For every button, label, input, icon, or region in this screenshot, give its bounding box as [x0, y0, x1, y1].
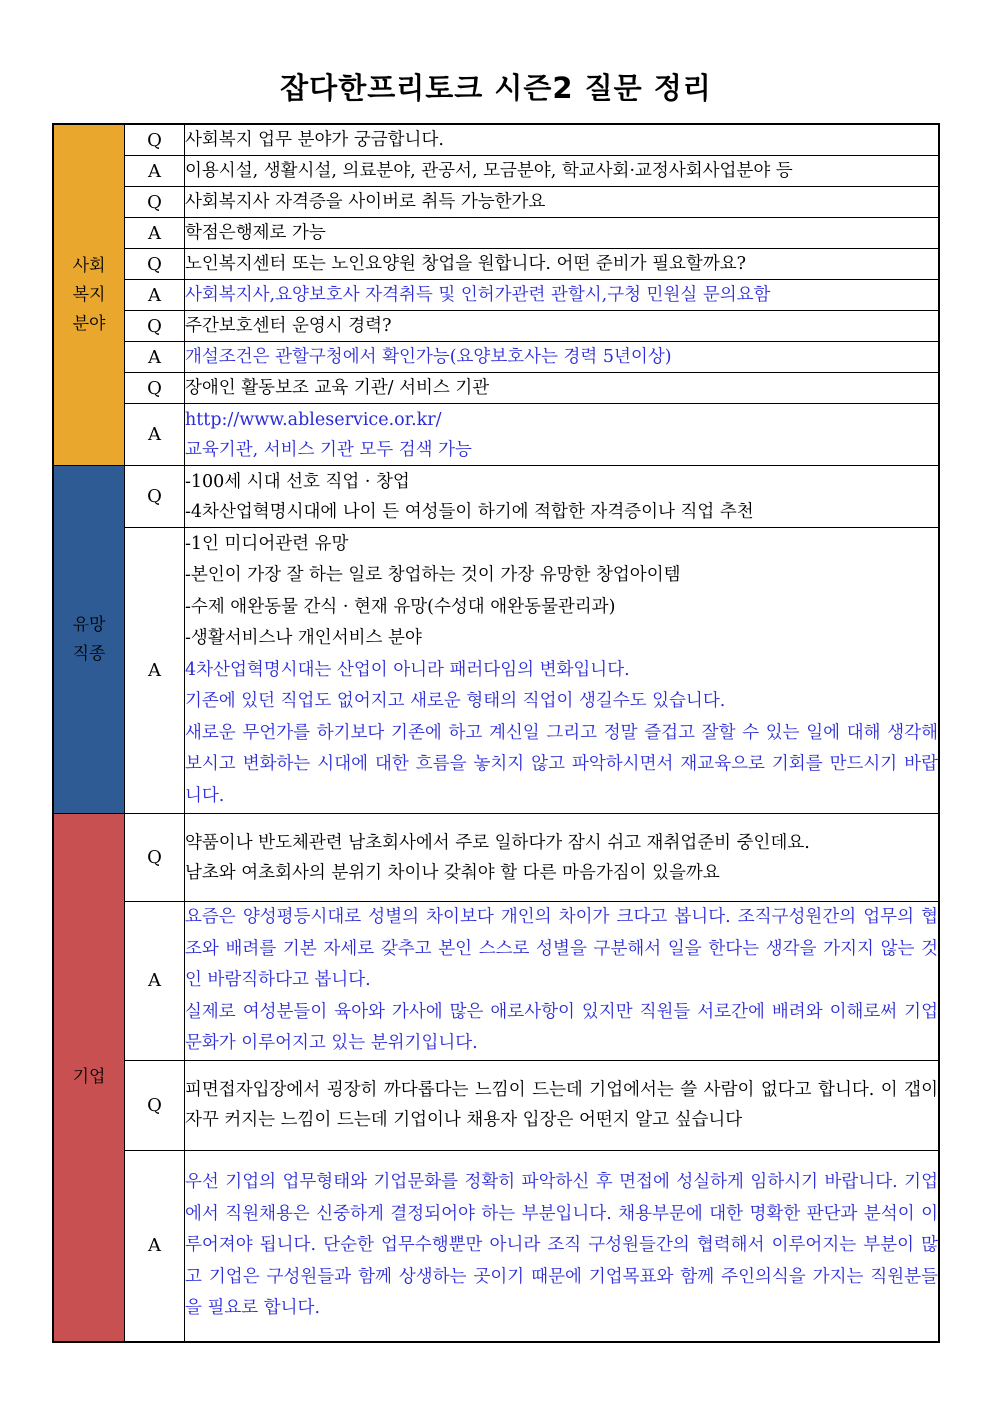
row-mark: Q — [125, 124, 185, 156]
answer-text: http://www.ableservice.or.kr/ 교육기관, 서비스 기관 모두 검색 가능 — [185, 404, 940, 466]
question-text: 사회복지사 자격증을 사이버로 취득 가능한가요 — [185, 187, 940, 218]
page-title: 잡다한프리토크 시즌2 질문 정리 — [280, 71, 712, 105]
answer-text: 개설조건은 관할구청에서 확인가능(요양보호사는 경력 5년이상) — [185, 342, 940, 373]
category-company — [53, 814, 125, 1343]
answer-text: 이용시설, 생활시설, 의료분야, 관공서, 모금분야, 학교사회·교정사회사업분야 등 — [185, 156, 940, 187]
link-url[interactable]: http://www.ableservice.or.kr/ — [185, 409, 442, 430]
row-mark: A — [125, 156, 185, 187]
row-mark: A — [125, 342, 185, 373]
row-mark: Q — [125, 1060, 185, 1150]
row-mark: Q — [125, 466, 185, 528]
row-mark: Q — [125, 187, 185, 218]
category-social-welfare — [53, 124, 125, 466]
category-label: 복지 — [72, 284, 106, 305]
answer-text: 사회복지사,요양보호사 자격취득 및 인허가관련 관할시,구청 민원실 문의요함 — [185, 280, 940, 311]
category-promising-jobs — [53, 466, 125, 814]
row-mark: A — [125, 404, 185, 466]
answer-text: 요즘은 양성평등시대로 성별의 차이보다 개인의 차이가 크다고 봅니다. 조직구성원간의 업무의 협조와 배려를 기본 자세로 갖추고 본인 스스로 성별을 구분해서 일을 한다는 생각을 가지지 않는 것인 바람직하다고 봅니다. 실제로 여성분들이 육아와 가사에 많은 애로사항이 있지만 직원들 서로간에 배려와 이해로써 기업문화가 이루어지고 있는 분위기입니다. — [185, 902, 940, 1061]
row-mark: Q — [125, 249, 185, 280]
question-text: 노인복지센터 또는 노인요양원 창업을 원합니다. 어떤 준비가 필요할까요? — [185, 249, 940, 280]
qa-table — [52, 123, 940, 1343]
category-label: 기업 — [72, 1067, 106, 1087]
row-mark: A — [125, 218, 185, 249]
category-label: 분야 — [72, 313, 106, 334]
row-mark: Q — [125, 814, 185, 902]
row-mark: A — [125, 280, 185, 311]
question-text: -100세 시대 선호 직업 · 창업 -4차산업혁명시대에 나이 든 여성들이 하기에 적합한 자격증이나 직업 추천 — [185, 466, 940, 528]
question-text: 약품이나 반도체관련 남초회사에서 주로 일하다가 잠시 쉬고 재취업준비 중인데요. 남초와 여초회사의 분위기 차이나 갖춰야 할 다른 마음가짐이 있을까요 — [185, 814, 940, 902]
category-label: 직종 — [72, 643, 106, 664]
row-mark: Q — [125, 373, 185, 404]
row-mark: Q — [125, 311, 185, 342]
answer-text: 학점은행제로 가능 — [185, 218, 940, 249]
question-text: 피면접자입장에서 굉장히 까다롭다는 느낌이 드는데 기업에서는 쓸 사람이 없다고 합니다. 이 갭이 자꾸 커지는 느낌이 드는데 기업이나 채용자 입장은 어떤지 알고 싶습니다 — [185, 1060, 940, 1150]
row-mark: A — [125, 902, 185, 1061]
answer-text: -1인 미디어관련 유망 -본인이 가장 잘 하는 일로 창업하는 것이 가장 유망한 창업아이템 -수제 애완동물 간식 · 현재 유망(수성대 애완동물관리과) -생활서비스나 개인서비스 분야 4차산업혁명시대는 산업이 아니라 패러다임의 변화입니다. 기존에 있던 직업도 없어지고 새로운 형태의 직업이 생길수도 있습니다. 새로운 무언가를 하기보다 기존에 하고 계신일 그리고 정말 즐겁고 잘할 수 있는 일에 대해 생각해보시고 변화하는 시대에 대한 흐름을 놓치지 않고 파악하시면서 재교육으로 기회를 만드시기 바랍니다. — [185, 528, 940, 814]
row-mark: A — [125, 1150, 185, 1342]
row-mark: A — [125, 528, 185, 814]
answer-text: 우선 기업의 업무형태와 기업문화를 정확히 파악하신 후 면접에 성실하게 임하시기 바랍니다. 기업에서 직원채용은 신중하게 결정되어야 하는 부분입니다. 채용부문에 대한 명확한 판단과 분석이 이루어져야 됩니다. 단순한 업무수행뿐만 아니라 조직 구성원들간의 협력해서 이루어지는 부분이 많고 기업은 구성원들과 함께 상생하는 곳이기 때문에 기업목표와 함께 주인의식을 가지는 직원분들을 필요로 합니다. — [185, 1150, 940, 1342]
question-text: 주간보호센터 운영시 경력? — [185, 311, 940, 342]
category-label: 사회 — [72, 255, 106, 276]
category-label: 유망 — [72, 614, 106, 635]
question-text: 장애인 활동보조 교육 기관/ 서비스 기관 — [185, 373, 940, 404]
question-text: 사회복지 업무 분야가 궁금합니다. — [185, 124, 940, 156]
